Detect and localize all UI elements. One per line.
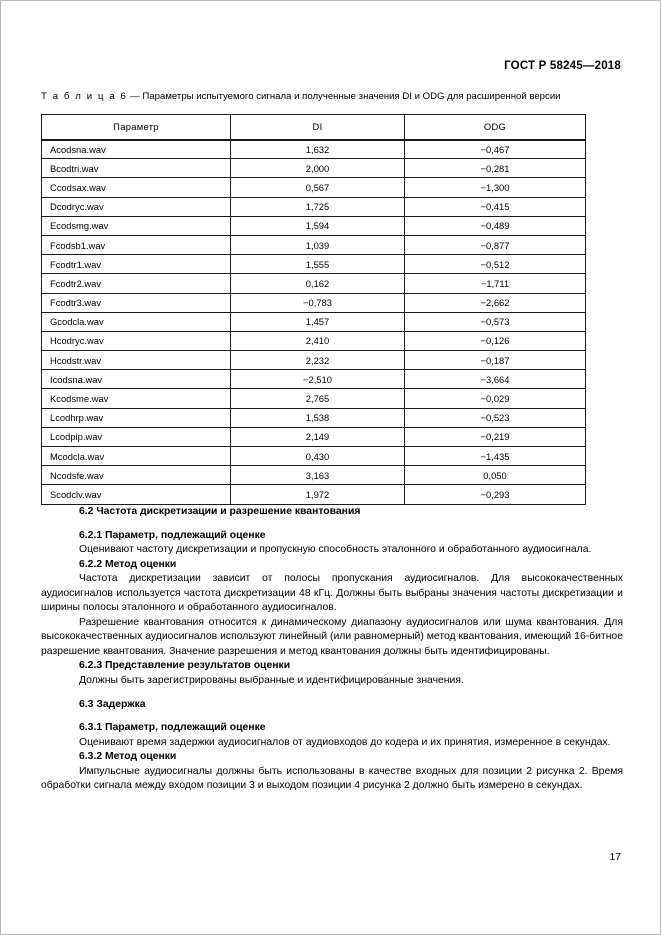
- table-caption-dash: —: [127, 91, 143, 102]
- cell-parameter: Fcodtr1.wav: [42, 255, 231, 274]
- table-row: [42, 140, 586, 159]
- table-row: [42, 351, 586, 370]
- cell-di: 1,457: [231, 312, 405, 331]
- table-row: [42, 159, 586, 178]
- cell-odg: −0,293: [405, 485, 586, 504]
- table-caption-label: Т а б л и ц а 6: [41, 91, 128, 102]
- cell-di: −2,510: [231, 370, 405, 389]
- table-row: [42, 331, 586, 350]
- table-caption: [41, 90, 621, 103]
- paragraph-6-3-2: Импульсные аудиосигналы должны быть использованы в качестве входных для позиции 2 рисунка 2. Время обработки сигнала между входом позиции 3 и выходом позиции 4 рисунка 2 должно быть измерено в секундах.: [41, 765, 623, 792]
- cell-di: 2,000: [231, 159, 405, 178]
- table-row: [42, 427, 586, 446]
- heading-6-2-2: 6.2.2 Метод оценки: [79, 558, 177, 570]
- cell-parameter: Fcodtr2.wav: [42, 274, 231, 293]
- cell-parameter: Fcodtr3.wav: [42, 293, 231, 312]
- table-row: [42, 466, 586, 485]
- heading-6-3-1: 6.3.1 Параметр, подлежащий оценке: [79, 722, 266, 734]
- cell-odg: −0,489: [405, 216, 586, 235]
- cell-odg: −0,467: [405, 140, 586, 159]
- cell-di: 1,972: [231, 485, 405, 504]
- cell-parameter: Ncodsfe.wav: [42, 466, 231, 485]
- cell-parameter: Acodsna.wav: [42, 140, 231, 159]
- paragraph-6-2-1: Оценивают частоту дискретизации и пропускную способность эталонного и обработанного аудиосигнала.: [79, 544, 592, 556]
- cell-di: 2,232: [231, 351, 405, 370]
- signal-parameters-table: [41, 114, 586, 505]
- cell-parameter: Scodclv.wav: [42, 485, 231, 504]
- table-row: [42, 274, 586, 293]
- cell-odg: −0,523: [405, 408, 586, 427]
- running-head-standard-number: ГОСТ Р 58245—2018: [504, 60, 621, 72]
- column-header-parameter: Параметр: [42, 115, 231, 140]
- cell-odg: −0,512: [405, 255, 586, 274]
- cell-di: 1,555: [231, 255, 405, 274]
- table-row: [42, 293, 586, 312]
- cell-parameter: Hcodstr.wav: [42, 351, 231, 370]
- table-row: [42, 485, 586, 504]
- cell-di: 0,430: [231, 447, 405, 466]
- cell-di: 0,162: [231, 274, 405, 293]
- cell-di: 1,538: [231, 408, 405, 427]
- cell-di: 1,632: [231, 140, 405, 159]
- cell-di: 2,149: [231, 427, 405, 446]
- cell-odg: −2,662: [405, 293, 586, 312]
- cell-odg: 0,050: [405, 466, 586, 485]
- cell-di: 3,163: [231, 466, 405, 485]
- cell-odg: −1,435: [405, 447, 586, 466]
- cell-parameter: Mcodcla.wav: [42, 447, 231, 466]
- cell-parameter: Gcodcla.wav: [42, 312, 231, 331]
- cell-parameter: Bcodtri.wav: [42, 159, 231, 178]
- table-row: [42, 197, 586, 216]
- column-header-odg: ODG: [405, 115, 586, 140]
- cell-parameter: Lcodpip.wav: [42, 427, 231, 446]
- cell-parameter: Icodsna.wav: [42, 370, 231, 389]
- cell-parameter: Lcodhrp.wav: [42, 408, 231, 427]
- table-body: [42, 140, 586, 505]
- column-header-di: DI: [231, 115, 405, 140]
- table-row: [42, 312, 586, 331]
- cell-parameter: Dcodryc.wav: [42, 197, 231, 216]
- table-row: [42, 447, 586, 466]
- paragraph-6-3-1: Оценивают время задержки аудиосигналов от аудиовходов до кодера и их принятия, измеренное в секундах.: [79, 736, 611, 748]
- paragraph-6-2-3: Должны быть зарегистрированы выбранные и идентифицированные значения.: [79, 675, 464, 687]
- heading-6-2-3: 6.2.3 Представление результатов оценки: [79, 660, 291, 672]
- cell-parameter: Ecodsmg.wav: [42, 216, 231, 235]
- cell-parameter: Kcodsme.wav: [42, 389, 231, 408]
- body-text: [41, 505, 623, 794]
- table-header: [42, 115, 586, 140]
- cell-odg: −0,877: [405, 235, 586, 254]
- cell-parameter: Hcodryc.wav: [42, 331, 231, 350]
- cell-odg: −0,029: [405, 389, 586, 408]
- cell-odg: −0,126: [405, 331, 586, 350]
- table-row: [42, 408, 586, 427]
- table-row: [42, 216, 586, 235]
- cell-odg: −0,281: [405, 159, 586, 178]
- cell-di: 1,594: [231, 216, 405, 235]
- table-row: [42, 370, 586, 389]
- heading-6-3-2: 6.3.2 Метод оценки: [79, 751, 177, 763]
- table-caption-text: Параметры испытуемого сигнала и полученные значения DI и ODG для расширенной версии: [142, 91, 561, 102]
- cell-odg: −0,187: [405, 351, 586, 370]
- page-number: 17: [609, 852, 621, 863]
- heading-6-2-1: 6.2.1 Параметр, подлежащий оценке: [79, 529, 266, 541]
- cell-di: 0,567: [231, 178, 405, 197]
- table-header-row: [42, 115, 586, 140]
- cell-di: 1,039: [231, 235, 405, 254]
- cell-odg: −0,415: [405, 197, 586, 216]
- table-row: [42, 255, 586, 274]
- cell-odg: −1,711: [405, 274, 586, 293]
- cell-di: 1,725: [231, 197, 405, 216]
- heading-6-2: 6.2 Частота дискретизации и разрешение квантования: [79, 506, 361, 517]
- cell-di: 2,410: [231, 331, 405, 350]
- table-row: [42, 178, 586, 197]
- table-row: [42, 389, 586, 408]
- signal-parameters-table-container: [41, 114, 585, 505]
- cell-odg: −0,573: [405, 312, 586, 331]
- paragraph-6-2-2-a: Частота дискретизации зависит от полосы пропускания аудиосигналов. Для высококачественных аудиосигналов используется частота дискретизации 48 кГц. Должны быть выбраны значения частоты дискретизации и ширины полосы эталонного и обработанного аудиосигналов.: [41, 573, 623, 614]
- cell-odg: −3,664: [405, 370, 586, 389]
- cell-di: −0,783: [231, 293, 405, 312]
- cell-parameter: Fcodsb1.wav: [42, 235, 231, 254]
- cell-odg: −0,219: [405, 427, 586, 446]
- paragraph-6-2-2-b: Разрешение квантования относится к динамическому диапазону аудиосигналов или шума квантования. Для высококачественных аудиосигналов используют линейный (или равномерный) метод квантования, имеющий 16-битное разрешение квантования. Значение разрешения и метод квантования должны быть идентифицированы.: [41, 616, 623, 657]
- heading-6-3: 6.3 Задержка: [79, 698, 146, 710]
- cell-di: 2,765: [231, 389, 405, 408]
- cell-parameter: Ccodsax.wav: [42, 178, 231, 197]
- table-row: [42, 235, 586, 254]
- cell-odg: −1,300: [405, 178, 586, 197]
